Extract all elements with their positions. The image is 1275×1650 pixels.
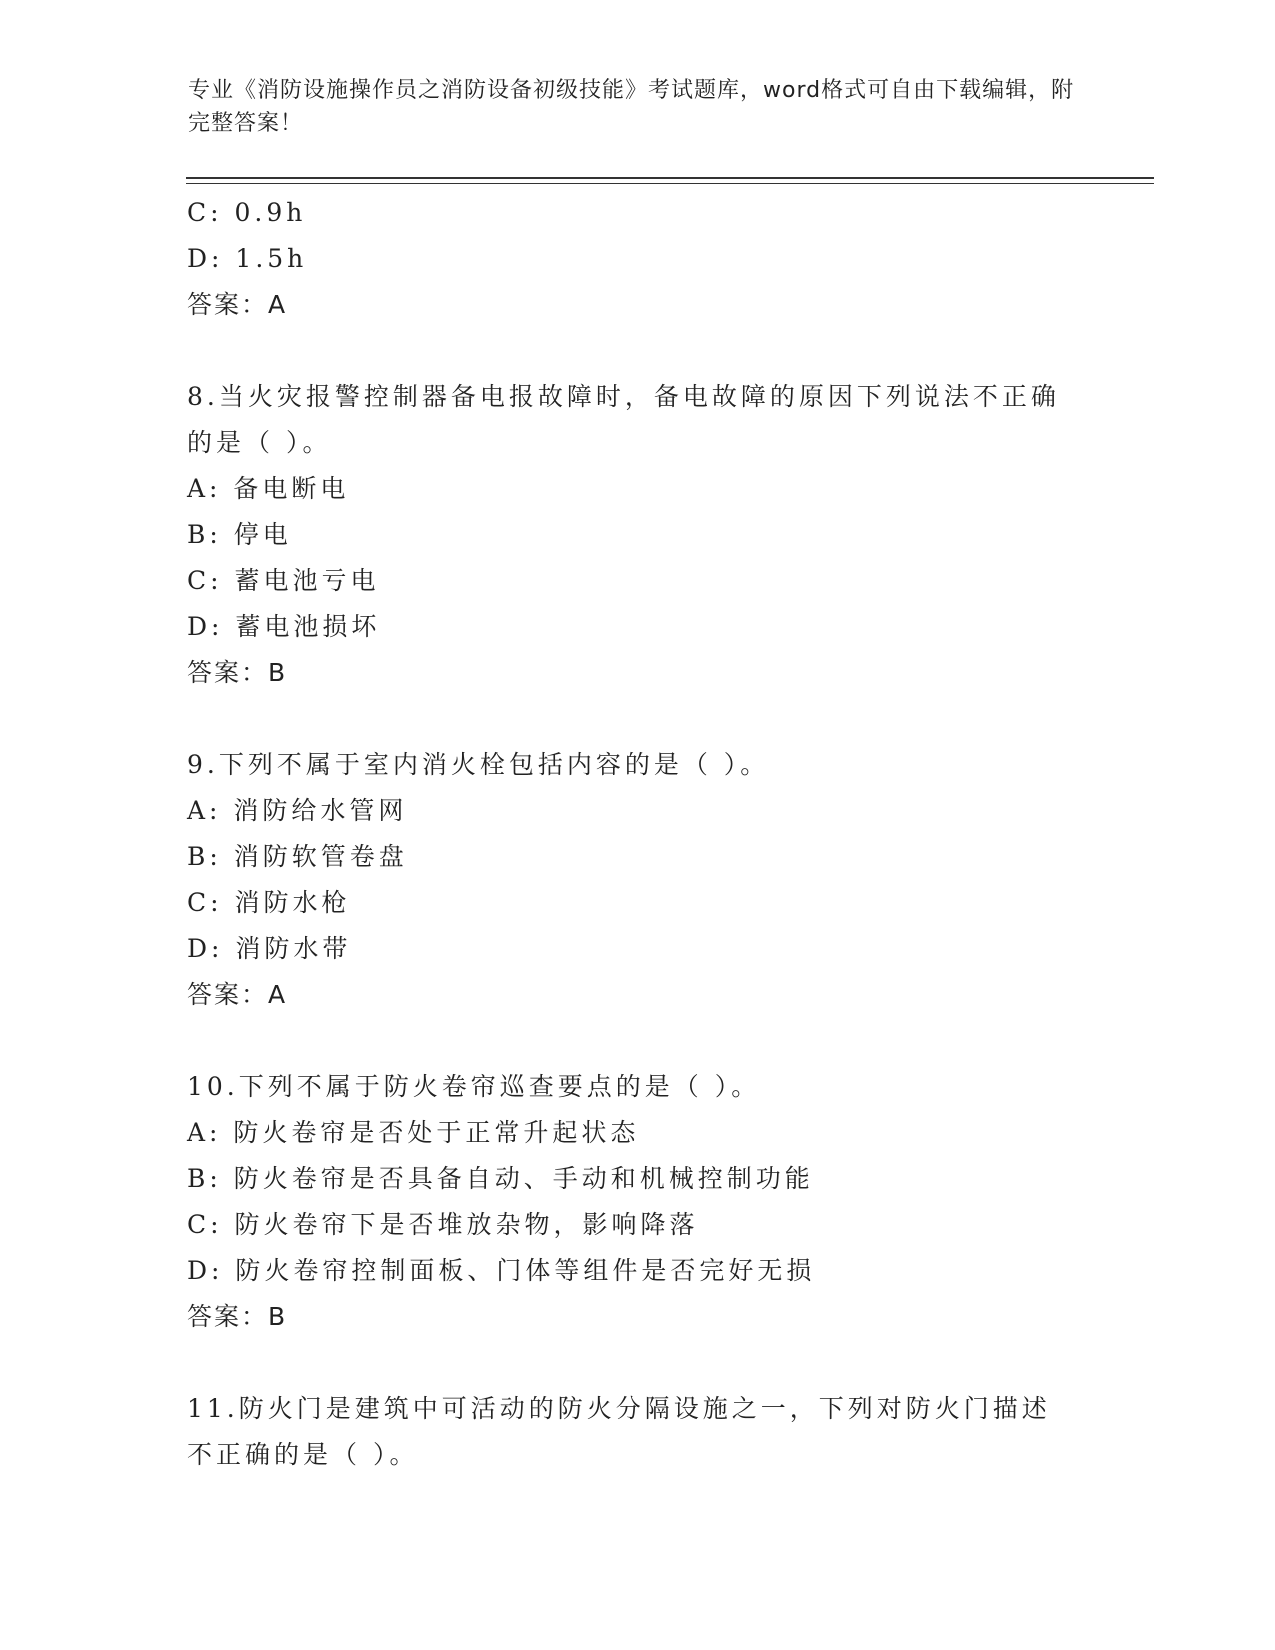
question-stem: 8.当火灾报警控制器备电报故障时，备电故障的原因下列说法不正确的是（ ）。 [187, 382, 1060, 457]
question-11 [187, 1386, 1087, 1478]
previous-question-tail [187, 190, 1087, 328]
option-a: A: 防火卷帘是否处于正常升起状态 [187, 1118, 640, 1147]
answer-label: 答案：A [187, 290, 288, 319]
option-d: D: 消防水带 [187, 934, 352, 963]
header-rule-thin [186, 183, 1154, 184]
option-a: A: 备电断电 [187, 474, 350, 503]
option-a: A: 消防给水管网 [187, 796, 408, 825]
option-c: C: 防火卷帘下是否堆放杂物，影响降落 [187, 1210, 699, 1239]
option-c: C: 0.9h [187, 198, 307, 227]
question-8 [187, 374, 1087, 696]
spacer [187, 1018, 1087, 1064]
spacer [187, 328, 1087, 374]
question-stem: 10.下列不属于防火卷帘巡查要点的是（ ）。 [187, 1072, 761, 1101]
option-c: C: 消防水枪 [187, 888, 351, 917]
answer-label: 答案：B [187, 658, 288, 687]
header-rule-thick [186, 177, 1154, 179]
question-stem: 11.防火门是建筑中可活动的防火分隔设施之一，下列对防火门描述不正确的是（ ）。 [187, 1394, 1051, 1469]
answer-label: 答案：A [187, 980, 288, 1009]
option-b: B: 消防软管卷盘 [187, 842, 408, 871]
answer-label: 答案：B [187, 1302, 288, 1331]
question-9 [187, 742, 1087, 1018]
option-d: D: 蓄电池损坏 [187, 612, 381, 641]
option-d: D: 1.5h [187, 244, 308, 273]
option-b: B: 停电 [187, 520, 292, 549]
question-stem: 9.下列不属于室内消火栓包括内容的是（ ）。 [187, 750, 770, 779]
option-d: D: 防火卷帘控制面板、门体等组件是否完好无损 [187, 1256, 816, 1285]
option-c: C: 蓄电池亏电 [187, 566, 380, 595]
question-list [187, 190, 1087, 1478]
spacer [187, 1340, 1087, 1386]
document-header: 专业《消防设施操作员之消防设备初级技能》考试题库，word格式可自由下载编辑，附完整答案！ [188, 78, 1075, 136]
option-b: B: 防火卷帘是否具备自动、手动和机械控制功能 [187, 1164, 814, 1193]
question-10 [187, 1064, 1087, 1340]
spacer [187, 696, 1087, 742]
